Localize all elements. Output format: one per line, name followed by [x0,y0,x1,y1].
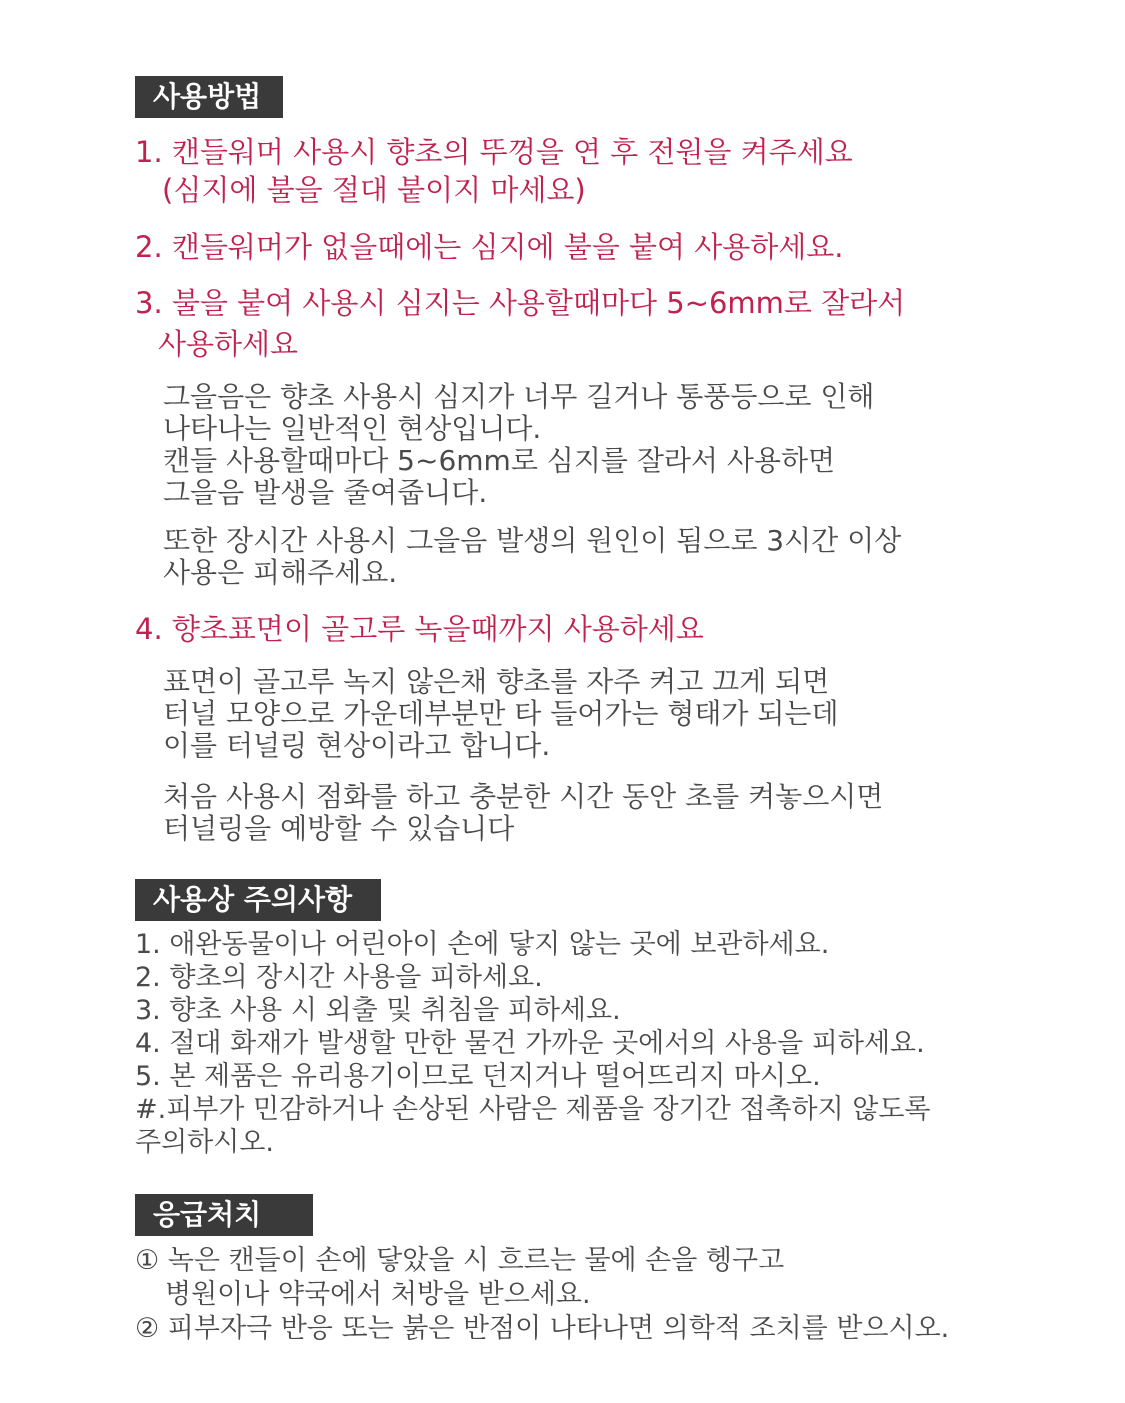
soot-note-line-1: 그을음은 향초 사용시 심지가 너무 길거나 통풍등으로 인해 [163,380,875,413]
usage-item-3-line-1: 3. 불을 붙여 사용시 심지는 사용할때마다 5~6mm로 잘라서 [135,286,906,320]
long-use-note-line-2: 사용은 피해주세요. [163,556,398,589]
usage-item-4: 4. 향초표면이 골고루 녹을때까지 사용하세요 [135,612,704,646]
soot-note-line-4: 그을음 발생을 줄여줍니다. [163,476,488,509]
soot-note-line-3: 캔들 사용할때마다 5~6mm로 심지를 잘라서 사용하면 [163,444,836,477]
caution-line-5: 5. 본 제품은 유리용기이므로 던지거나 떨어뜨리지 마시오. [135,1061,821,1092]
caution-line-7: 주의하시오. [135,1127,274,1158]
prevention-note-line-1: 처음 사용시 점화를 하고 충분한 시간 동안 초를 켜놓으시면 [163,780,884,813]
caution-line-4: 4. 절대 화재가 발생할 만한 물건 가까운 곳에서의 사용을 피하세요. [135,1028,925,1059]
firstaid-section-label: 응급처치 [135,1194,313,1236]
caution-line-2: 2. 향초의 장시간 사용을 피하세요. [135,962,543,993]
caution-section-label: 사용상 주의사항 [135,879,381,921]
prevention-note-line-2: 터널링을 예방할 수 있습니다 [163,812,515,845]
firstaid-line-1: ① 녹은 캔들이 손에 닿았을 시 흐르는 물에 손을 헹구고 [135,1245,785,1276]
usage-item-1-line-1: 1. 캔들워머 사용시 향초의 뚜껑을 연 후 전원을 켜주세요 [135,135,853,169]
caution-line-6: #.피부가 민감하거나 손상된 사람은 제품을 장기간 접촉하지 않도록 [135,1094,931,1125]
usage-item-3-line-2: 사용하세요 [158,327,299,361]
caution-line-1: 1. 애완동물이나 어린아이 손에 닿지 않는 곳에 보관하세요. [135,929,830,960]
long-use-note-line-1: 또한 장시간 사용시 그을음 발생의 원인이 됨으로 3시간 이상 [163,524,902,557]
usage-item-2: 2. 캔들워머가 없을때에는 심지에 불을 붙여 사용하세요. [135,230,844,264]
tunneling-note-line-1: 표면이 골고루 녹지 않은채 향초를 자주 켜고 끄게 되면 [163,665,830,698]
firstaid-line-2: 병원이나 약국에서 처방을 받으세요. [165,1279,591,1310]
usage-section-label: 사용방법 [135,76,283,118]
tunneling-note-line-2: 터널 모양으로 가운데부분만 타 들어가는 형태가 되는데 [163,697,839,730]
tunneling-note-line-3: 이를 터널링 현상이라고 합니다. [163,729,551,762]
soot-note-line-2: 나타나는 일반적인 현상입니다. [163,412,542,445]
caution-line-3: 3. 향초 사용 시 외출 및 취침을 피하세요. [135,995,621,1026]
firstaid-line-3: ② 피부자극 반응 또는 붉은 반점이 나타나면 의학적 조치를 받으시오. [135,1313,950,1344]
usage-item-1-line-2: (심지에 불을 절대 붙이지 마세요) [162,173,586,207]
